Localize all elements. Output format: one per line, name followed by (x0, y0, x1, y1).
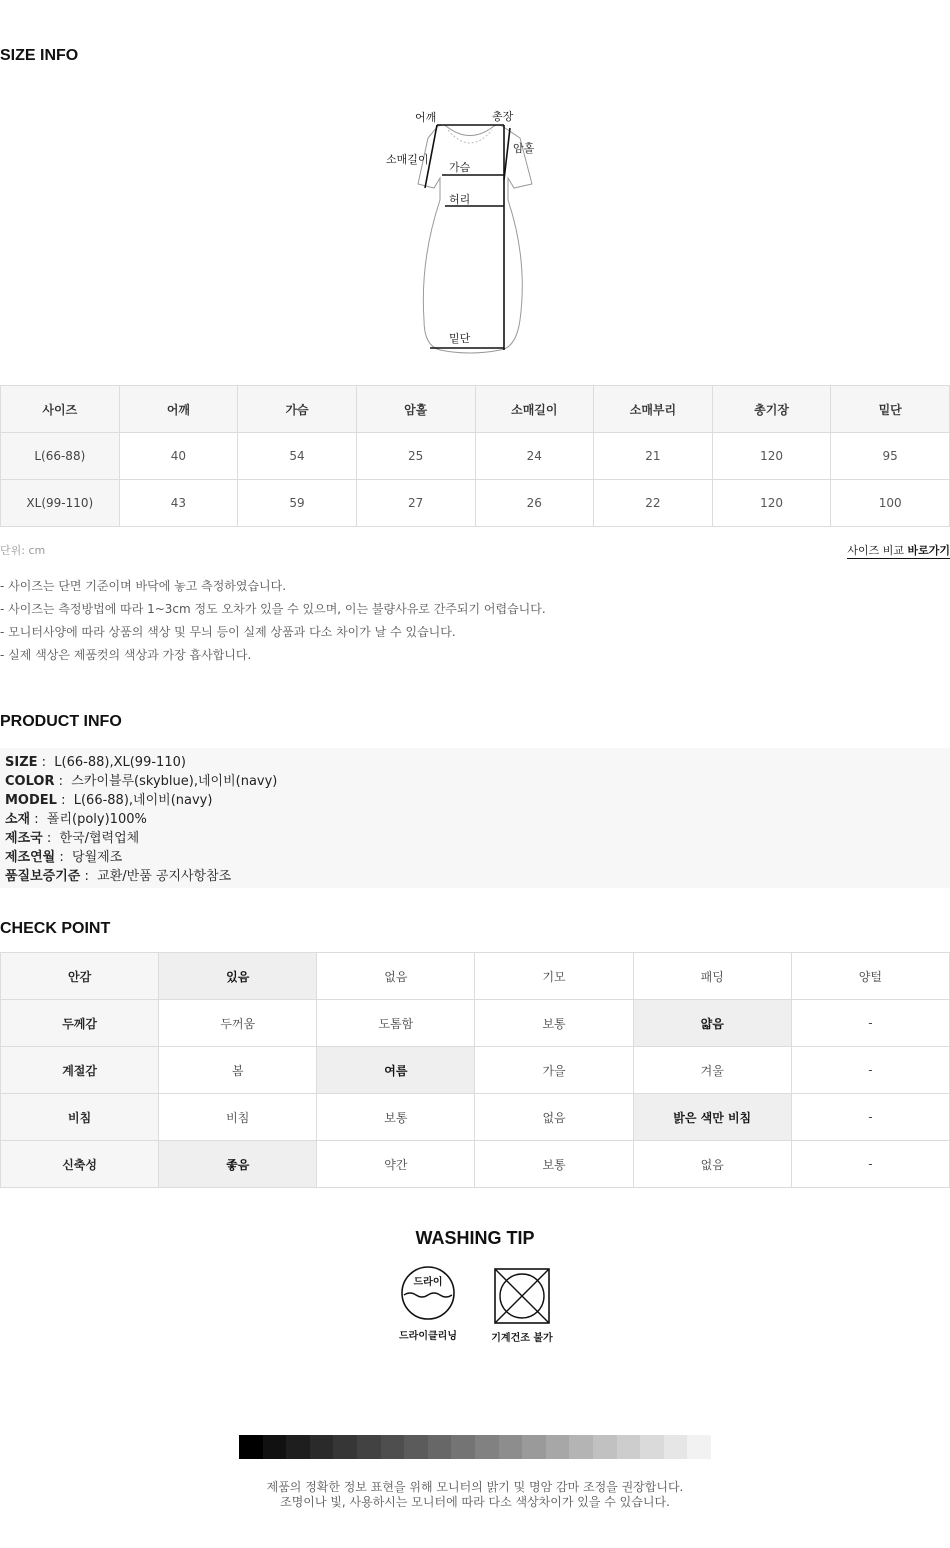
grayscale-swatch (546, 1435, 570, 1459)
note-line: - 사이즈는 단면 기준이며 바닥에 놓고 측정하였습니다. (0, 579, 287, 593)
size-table-header (1, 386, 950, 433)
check-option: 없음 (633, 1141, 791, 1188)
check-option-selected: 얇음 (633, 1000, 791, 1047)
table-cell: 40 (119, 433, 238, 480)
disclaimer-line: 제품의 정확한 정보 표현을 위해 모니터의 밝기 및 명암 감마 조정을 권장합니다. (266, 1480, 684, 1494)
table-row (1, 953, 950, 1000)
header-cell: 총기장 (712, 386, 831, 433)
check-row-label: 신축성 (1, 1141, 159, 1188)
check-option: 패딩 (633, 953, 791, 1000)
table-row (1, 1047, 950, 1094)
check-option: 양털 (791, 953, 949, 1000)
table-cell: 59 (238, 480, 357, 527)
table-cell: 21 (594, 433, 713, 480)
check-option: 가을 (475, 1047, 633, 1094)
check-option-selected: 좋음 (159, 1141, 317, 1188)
table-row (1, 1000, 950, 1047)
grayscale-swatch (475, 1435, 499, 1459)
grayscale-swatch (286, 1435, 310, 1459)
waist-label: 허리 (449, 193, 471, 206)
size-info-title: SIZE INFO (0, 47, 79, 64)
grayscale-swatch (381, 1435, 405, 1459)
check-row-label: 안감 (1, 953, 159, 1000)
table-row (1, 433, 950, 480)
size-table (0, 385, 950, 527)
table-cell: 120 (712, 480, 831, 527)
grayscale-calibration-bar (239, 1435, 711, 1459)
total-length-label: 총장 (492, 110, 514, 123)
check-option: - (791, 1000, 949, 1047)
check-point-title: CHECK POINT (0, 920, 111, 937)
check-option: 도톰함 (317, 1000, 475, 1047)
no-tumble-dry-label: 기계건조 불가 (491, 1333, 553, 1344)
header-cell: 암홀 (356, 386, 475, 433)
header-cell: 소매길이 (475, 386, 594, 433)
info-row-warranty: 품질보증기준 : 교환/반품 공지사항참조 (5, 869, 232, 884)
product-info-title: PRODUCT INFO (0, 713, 122, 730)
grayscale-swatch (451, 1435, 475, 1459)
table-cell: 26 (475, 480, 594, 527)
grayscale-swatch (522, 1435, 546, 1459)
check-option-selected: 여름 (317, 1047, 475, 1094)
size-notes (0, 575, 546, 667)
check-option-selected: 있음 (159, 953, 317, 1000)
table-cell: 27 (356, 480, 475, 527)
grayscale-swatch (664, 1435, 688, 1459)
table-row (1, 1141, 950, 1188)
check-row-label: 계절감 (1, 1047, 159, 1094)
table-cell: 100 (831, 480, 950, 527)
note-line: - 실제 색상은 제품컷의 색상과 가장 흡사합니다. (0, 648, 252, 662)
check-option: - (791, 1047, 949, 1094)
check-option: 보통 (475, 1000, 633, 1047)
grayscale-swatch (687, 1435, 711, 1459)
chest-label: 가슴 (449, 161, 471, 174)
grayscale-swatch (263, 1435, 287, 1459)
product-info-box (0, 748, 950, 888)
header-cell: 사이즈 (1, 386, 120, 433)
check-option: 봄 (159, 1047, 317, 1094)
grayscale-swatch (404, 1435, 428, 1459)
check-row-label: 두께감 (1, 1000, 159, 1047)
no-tumble-dry-icon (493, 1267, 551, 1325)
grayscale-swatch (310, 1435, 334, 1459)
dry-clean-icon-text: 드라이 (413, 1277, 443, 1288)
size-name-cell: L(66-88) (1, 433, 120, 480)
grayscale-swatch (640, 1435, 664, 1459)
grayscale-swatch (428, 1435, 452, 1459)
check-option: 없음 (317, 953, 475, 1000)
grayscale-swatch (569, 1435, 593, 1459)
check-option: 없음 (475, 1094, 633, 1141)
info-row-color: COLOR : 스카이블루(skyblue),네이비(navy) (5, 774, 278, 789)
check-row-label: 비침 (1, 1094, 159, 1141)
grayscale-swatch (333, 1435, 357, 1459)
check-option: 보통 (317, 1094, 475, 1141)
size-compare-link[interactable] (847, 542, 950, 559)
washing-tip-title: WASHING TIP (415, 1228, 535, 1248)
dry-clean-item (396, 1265, 460, 1342)
check-point-table (0, 952, 950, 1188)
size-compare-prefix: 사이즈 비교 (847, 544, 908, 557)
check-option: - (791, 1141, 949, 1188)
header-cell: 가슴 (238, 386, 357, 433)
check-option: 보통 (475, 1141, 633, 1188)
check-option: 겨울 (633, 1047, 791, 1094)
table-cell: 25 (356, 433, 475, 480)
table-row (1, 1094, 950, 1141)
note-line: - 사이즈는 측정방법에 따라 1~3cm 정도 오차가 있을 수 있으며, 이는 불량사유로 간주되기 어렵습니다. (0, 602, 546, 616)
info-row-manufactured: 제조연월 : 당월제조 (5, 850, 123, 865)
hem-label: 밑단 (449, 332, 471, 345)
info-row-size: SIZE : L(66-88),XL(99-110) (5, 755, 186, 770)
grayscale-swatch (499, 1435, 523, 1459)
dress-size-diagram (380, 100, 560, 370)
table-cell: 22 (594, 480, 713, 527)
shoulder-label: 어깨 (415, 111, 437, 124)
grayscale-swatch (593, 1435, 617, 1459)
header-cell: 밑단 (831, 386, 950, 433)
size-name-cell: XL(99-110) (1, 480, 120, 527)
table-cell: 95 (831, 433, 950, 480)
note-line: - 모니터사양에 따라 상품의 색상 및 무늬 등이 실제 상품과 다소 차이가 날 수 있습니다. (0, 625, 456, 639)
grayscale-swatch (617, 1435, 641, 1459)
size-compare-shortcut: 바로가기 (907, 544, 950, 557)
dry-clean-icon (400, 1265, 456, 1321)
header-cell: 소매부리 (594, 386, 713, 433)
check-option: 비침 (159, 1094, 317, 1141)
grayscale-swatch (357, 1435, 381, 1459)
check-option: - (791, 1094, 949, 1141)
no-tumble-dry-item (488, 1267, 556, 1344)
monitor-disclaimer (0, 1480, 950, 1510)
header-cell: 어깨 (119, 386, 238, 433)
dress-outline (418, 125, 532, 353)
dry-clean-label: 드라이클리닝 (399, 1331, 457, 1342)
armhole-label: 암홀 (513, 142, 535, 155)
table-row (1, 480, 950, 527)
check-option: 약간 (317, 1141, 475, 1188)
table-cell: 43 (119, 480, 238, 527)
grayscale-swatch (239, 1435, 263, 1459)
check-option-selected: 밝은 색만 비침 (633, 1094, 791, 1141)
sleeve-length-label: 소매길이 (386, 153, 429, 166)
disclaimer-line: 조명이나 빛, 사용하시는 모니터에 따라 다소 색상차이가 있을 수 있습니다. (280, 1495, 670, 1509)
table-cell: 120 (712, 433, 831, 480)
table-cell: 24 (475, 433, 594, 480)
info-row-origin: 제조국 : 한국/협력업체 (5, 831, 140, 846)
info-row-model: MODEL : L(66-88),네이비(navy) (5, 793, 213, 808)
check-option: 기모 (475, 953, 633, 1000)
info-row-material: 소재 : 폴리(poly)100% (5, 812, 147, 827)
table-cell: 54 (238, 433, 357, 480)
check-option: 두꺼움 (159, 1000, 317, 1047)
unit-label: 단위: cm (0, 544, 46, 557)
